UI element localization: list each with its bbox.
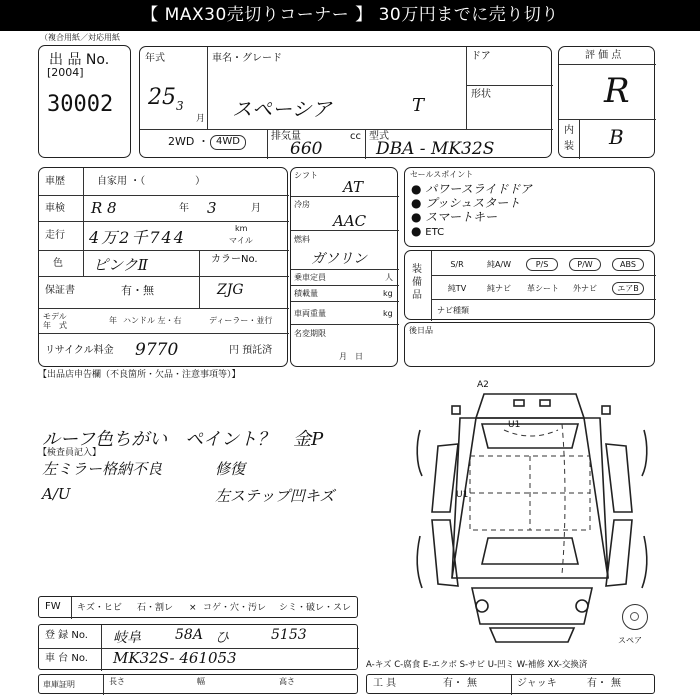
color-no-label: カラーNo. — [211, 254, 258, 265]
katachi-label: 形状 — [471, 89, 491, 100]
model-year-label-2: 年 式 — [43, 321, 67, 330]
weight-unit: kg — [383, 309, 393, 318]
model-year: 25 — [148, 85, 176, 110]
certificate-box — [38, 674, 358, 694]
month-unit: 月 — [196, 114, 206, 124]
shaken-month-unit: 月 — [251, 203, 261, 214]
sales-points-box — [404, 167, 655, 247]
car-grade: T — [412, 95, 425, 116]
shift-value: AT — [343, 178, 364, 196]
shaken-label: 車検 — [45, 203, 65, 214]
fuel-label: 燃料 — [294, 235, 310, 244]
history-box — [38, 167, 288, 367]
drive-2wd: 2WD — [168, 135, 195, 148]
shaken-month: 3 — [207, 199, 217, 217]
meigi-unit: 月 日 — [339, 352, 363, 361]
key-ware: 石・割レ — [137, 603, 174, 613]
cc-unit: cc — [350, 131, 361, 142]
interior-label-1: 内 — [564, 125, 574, 136]
shaken-era: R 8 — [91, 199, 117, 217]
mark-a2: A2 — [477, 380, 489, 390]
tools-label: 工 具 — [373, 678, 397, 689]
door-label: ドア — [471, 51, 491, 62]
displacement: 660 — [290, 139, 323, 159]
sales-point: ● スマートキー — [411, 210, 498, 224]
equipment-label: 装備品 — [412, 264, 422, 301]
cool-label: 冷房 — [294, 200, 310, 209]
equip-aw: 純A/W — [486, 260, 512, 269]
carname-label: 車名・グレード — [212, 53, 282, 64]
key-x: × — [189, 603, 197, 613]
nenshiki-label: 年式 — [145, 53, 165, 64]
tools-none: 無 — [467, 678, 477, 689]
key-koge: コゲ・穴・汚レ — [203, 603, 267, 613]
storage-box — [404, 322, 655, 367]
weight-label: 車両重量 — [294, 309, 326, 318]
iro-label: 色 — [53, 258, 63, 269]
drivetrain-box — [290, 167, 398, 367]
recycle-value: 9770 — [135, 340, 179, 360]
hoshou-label: 保証書 — [45, 285, 75, 296]
equip-nav: 純ナビ — [487, 284, 511, 293]
nav-type-label: ナビ種類 — [437, 306, 469, 315]
load-label: 積載量 — [294, 289, 318, 298]
equip-extnav: 外ナビ — [573, 284, 597, 293]
sale-banner: 【 MAX30売切りコーナー 】 30万円までに売り切り — [0, 0, 700, 31]
rekishi-label: 車歴 — [45, 176, 65, 187]
lot-label: 出 品 No. — [49, 52, 110, 68]
km-unit: km — [235, 224, 248, 233]
interior-label-2: 装 — [564, 141, 574, 152]
capacity-label: 乗車定員 — [294, 273, 326, 282]
sales-points-list — [411, 182, 532, 240]
sales-point: ● パワースライドドア — [411, 182, 532, 196]
fuel-value: ガソリン — [311, 251, 367, 267]
cert-label: 車庫証明 — [43, 680, 75, 689]
jack-none: 無 — [611, 678, 621, 689]
interior-grade: B — [609, 125, 624, 149]
mile-unit: マイル — [229, 236, 253, 245]
reg-number: 5153 — [271, 627, 307, 643]
soukou-label: 走行 — [45, 230, 65, 241]
drive-4wd: 4WD — [210, 135, 246, 150]
equip-sr: S/R — [450, 260, 464, 269]
grade-score: R — [604, 71, 630, 111]
model-code: DBA - MK32S — [376, 139, 495, 159]
damage-legend: A-キズ C-腐食 E-エクボ S-サビ U-凹ミ W-補修 XX-交換済 — [366, 660, 588, 670]
tools-have: 有 — [443, 678, 453, 689]
roof-outline — [476, 394, 584, 418]
model-year-label-1: モデル — [43, 312, 67, 321]
lot-number-box — [38, 45, 131, 158]
cert-height: 高さ — [279, 677, 295, 686]
jack-have: 有 — [587, 678, 597, 689]
equip-leather: 革シート — [527, 284, 559, 293]
chassis-label: 車 台 No. — [45, 653, 88, 664]
shaken-year-unit: 年 — [179, 203, 189, 214]
recycle-label: リサイクル料金 — [45, 345, 114, 356]
form-type-note: （複合用紙／対応用紙 — [40, 33, 120, 42]
store-note: ルーフ色ちがい ペイント？ 金P — [42, 429, 324, 450]
shift-label: シフト — [294, 171, 318, 180]
cert-width: 幅 — [197, 677, 205, 686]
equip-airbag: エアB — [612, 282, 644, 295]
storage-label: 後日品 — [409, 326, 433, 335]
grade-box — [558, 46, 655, 158]
color-no: ZJG — [217, 282, 244, 298]
dealer: ディーラー・並行 — [209, 316, 273, 325]
chassis-number: MK32S- 461053 — [113, 649, 237, 667]
hoshou-value: 有・無 — [121, 284, 154, 297]
note-repair: 修復 — [215, 460, 246, 478]
sales-point: ● プッシュスタート — [411, 196, 521, 210]
store-declaration-label: 【出品店申告欄（不良箇所・欠品・注意事項等）】 — [38, 370, 241, 380]
meigi-label: 名変期限 — [294, 329, 326, 338]
cool-value: AAC — [333, 212, 367, 230]
mark-u1-roof: U1 — [508, 420, 521, 430]
note-step: 左ステップ凹キズ — [215, 487, 335, 505]
color-value: ピンクⅡ — [93, 256, 148, 274]
note-mirror: 左ミラー格納不良 — [42, 460, 163, 478]
key-kizu: キズ・ヒビ — [77, 603, 122, 613]
equip-ps: P/S — [526, 258, 558, 271]
jack-label: ジャッキ — [517, 678, 557, 689]
fw-label: FW — [45, 601, 61, 612]
mark-u1-side: U1 — [456, 490, 469, 500]
capacity-unit: 人 — [385, 273, 393, 282]
mileage: 4万2千744 — [89, 228, 186, 247]
load-unit: kg — [383, 289, 393, 298]
grade-label: 評 価 点 — [585, 50, 622, 61]
vehicle-info-box: 年式 車名・グレード ドア 形状 25 3 月 スペーシア T 2WD ・ 4WD 排気量 cc 660 型式 DBA - MK32S — [139, 46, 552, 158]
spare-wheel-icon — [622, 604, 648, 630]
equip-tv: 純TV — [447, 284, 467, 293]
note-au: A/U — [42, 485, 71, 503]
car-damage-diagram — [412, 378, 652, 650]
displacement-label: 排気量 — [271, 131, 301, 142]
car-name: スペーシア — [232, 97, 332, 121]
registration-box — [38, 624, 358, 670]
equip-abs: ABS — [612, 258, 644, 271]
sales-label: セールスポイント — [410, 170, 474, 179]
model-month: 3 — [176, 99, 184, 113]
model-year-unit: 年 — [109, 316, 117, 325]
lot-number: 30002 — [47, 92, 114, 117]
key-shimi: シミ・破レ・スレ — [279, 603, 352, 613]
reg-label: 登 録 No. — [45, 630, 88, 641]
handle: ハンドル 左・右 — [123, 316, 182, 325]
cert-length: 長さ — [109, 677, 125, 686]
tools-box: 工 具 有 ・ 無 ジャッキ 有 ・ 無 — [366, 674, 655, 694]
reg-kana: ひ — [215, 630, 229, 646]
rekishi-value: 自家用 ・（ ） — [97, 176, 206, 187]
equip-pw: P/W — [569, 258, 601, 271]
inspector-label: 【検査員記入】 — [38, 448, 102, 458]
damage-key-row — [38, 596, 358, 618]
reg-city: 岐阜 — [113, 630, 141, 646]
reg-class: 58A — [175, 627, 203, 643]
recycle-unit: 円 預託済 — [229, 345, 273, 356]
lot-year: [2004] — [47, 66, 84, 79]
model-label: 型式 — [369, 131, 389, 142]
equipment-box — [404, 250, 655, 320]
sales-point: ● ETC — [411, 224, 445, 238]
spare-label: スペア — [618, 636, 642, 645]
